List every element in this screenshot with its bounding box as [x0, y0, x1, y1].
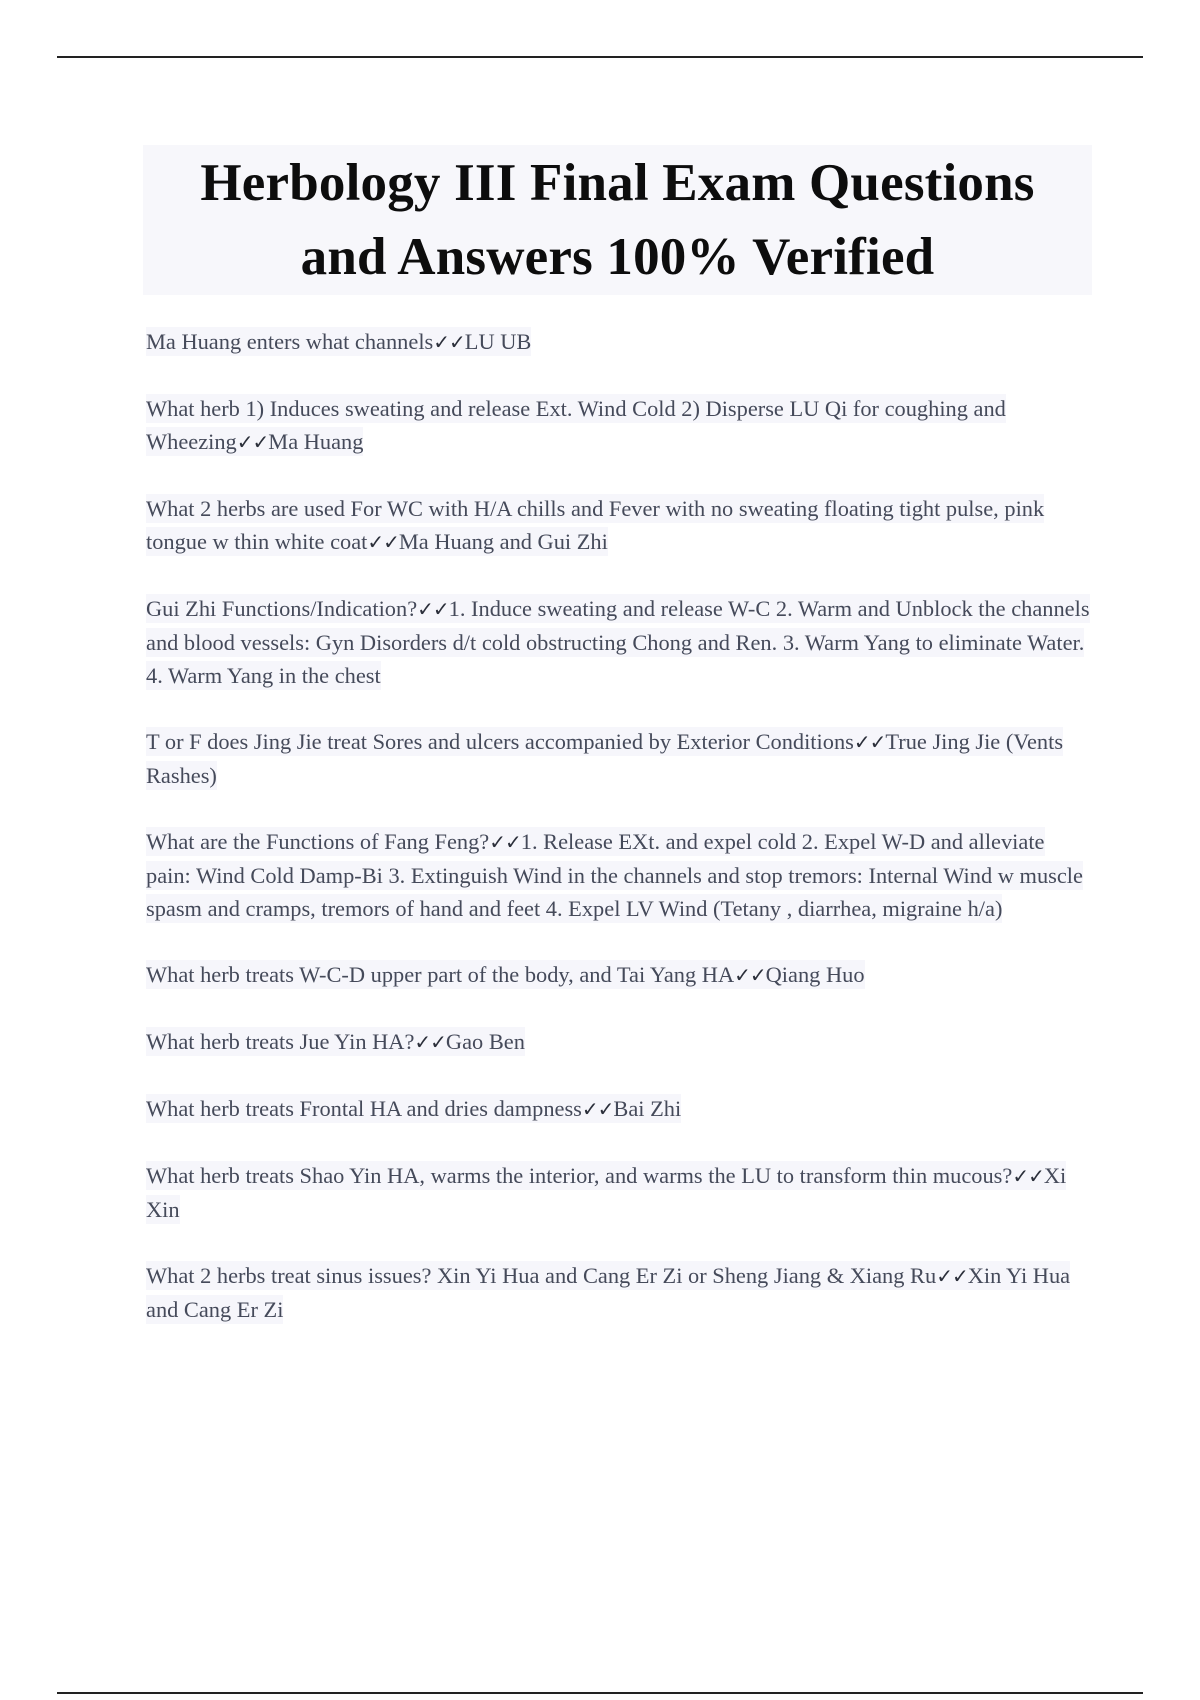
question: What herb treats Jue Yin HA? [146, 1029, 415, 1054]
question: What 2 herbs are used For WC with H/A chills and Fever with no sweating floating tight pulse, pink tongue w thin white coat [146, 496, 1045, 554]
question: What herb treats W-C-D upper part of the body, and Tai Yang HA [146, 962, 735, 987]
question: What herb treats Shao Yin HA, warms the interior, and warms the LU to transform thin mucous? [146, 1163, 1013, 1188]
footer-rule [57, 1692, 1143, 1694]
answer: LU UB [464, 329, 532, 354]
check-icon: ✓✓ [734, 963, 766, 987]
document-title [200, 146, 1034, 294]
qa-list [146, 325, 1091, 1359]
answer: Gao Ben [445, 1029, 525, 1054]
title-banner [143, 145, 1092, 295]
qa-item [146, 1159, 1091, 1226]
check-icon: ✓✓ [1012, 1164, 1044, 1188]
qa-item [146, 958, 1091, 992]
title-line-1: Herbology III Final Exam Questions [200, 154, 1035, 212]
question: What are the Functions of Fang Feng? [146, 829, 490, 854]
answer: 1. Induce sweating and release W-C 2. Warm and Unblock the channels and blood vessels: Gyn Disorders d/t cold obstructing Chong and Ren. 3. Warm Yang to eliminate Water. 4. Warm Yang in the chest [146, 596, 1090, 688]
answer: Bai Zhi [613, 1096, 682, 1121]
check-icon: ✓✓ [489, 830, 521, 854]
check-icon: ✓✓ [853, 730, 886, 754]
check-icon: ✓✓ [367, 530, 399, 554]
answer: Qiang Huo [765, 962, 865, 987]
qa-item [146, 1025, 1091, 1059]
check-icon: ✓✓ [414, 1030, 446, 1054]
qa-item [146, 825, 1091, 925]
question: What herb 1) Induces sweating and release Ext. Wind Cold 2) Disperse LU Qi for coughing and Wheezing [146, 396, 1006, 454]
question: Ma Huang enters what channels [146, 329, 434, 354]
qa-item [146, 325, 1091, 359]
qa-item [146, 592, 1091, 692]
check-icon: ✓✓ [581, 1097, 614, 1121]
question: Gui Zhi Functions/Indication? [146, 596, 418, 621]
qa-item [146, 1259, 1091, 1326]
title-line-2: and Answers 100% Verified [300, 228, 935, 286]
answer: Ma Huang [268, 429, 364, 454]
answer: Xin Yi Hua and Cang Er Zi [146, 1263, 1071, 1322]
question: T or F does Jing Jie treat Sores and ulcers accompanied by Exterior Conditions [146, 729, 854, 754]
qa-item [146, 725, 1091, 792]
answer: Ma Huang and Gui Zhi [398, 529, 608, 554]
check-icon: ✓✓ [417, 597, 449, 621]
question: What 2 herbs treat sinus issues? Xin Yi Hua and Cang Er Zi or Sheng Jiang & Xiang Ru [146, 1263, 937, 1288]
check-icon: ✓✓ [236, 430, 269, 454]
answer: True Jing Jie (Vents Rashes) [146, 729, 1064, 788]
check-icon: ✓✓ [433, 330, 465, 354]
qa-item [146, 1092, 1091, 1126]
check-icon: ✓✓ [936, 1264, 968, 1288]
header-rule [57, 56, 1143, 58]
answer: 1. Release EXt. and expel cold 2. Expel W-D and alleviate pain: Wind Cold Damp-Bi 3. Extinguish Wind in the channels and stop tremors: Internal Wind w muscle spasm and cramps, tremors of hand and feet 4. Expel LV Wind (Tetany , diarrhea, migraine h/a) [146, 829, 1083, 921]
question: What herb treats Frontal HA and dries dampness [146, 1096, 582, 1121]
qa-item [146, 492, 1091, 559]
answer: Xi Xin [146, 1163, 1067, 1222]
qa-item [146, 392, 1091, 459]
